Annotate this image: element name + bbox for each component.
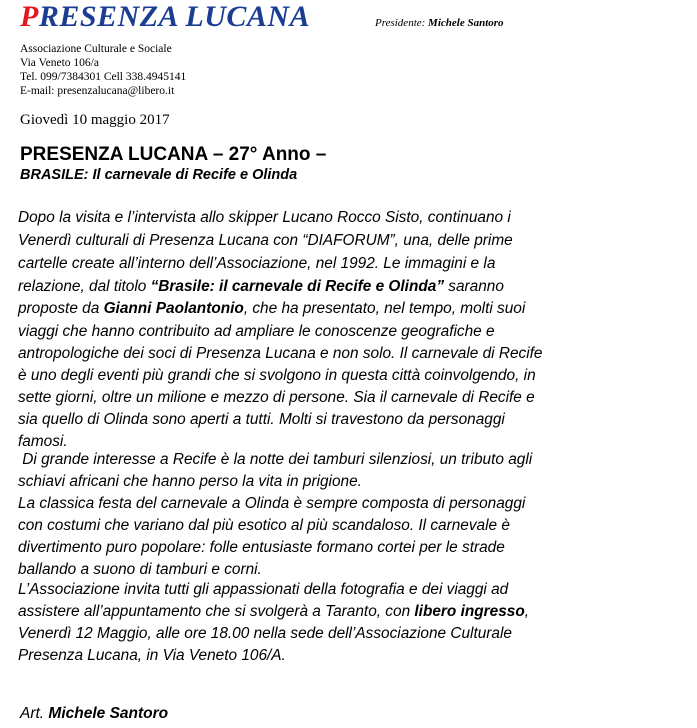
logo-letter-p: P (20, 0, 39, 33)
body-line: è uno degli eventi più grandi che si svolgono in questa città coinvolgendo, in (18, 367, 536, 384)
address-line-4: E-mail: presenzalucana@libero.it (20, 85, 175, 97)
body-line: L’Associazione invita tutti gli appassionati della fotografia e dei viaggi ad (18, 581, 509, 598)
body-line: relazione, dal titolo “Brasile: il carnevale di Recife e Olinda” saranno (18, 278, 504, 295)
body-line: divertimento puro popolare: folle entusiaste formano cortei per le strade (18, 539, 505, 556)
body-line: Venerdì 12 Maggio, alle ore 18.00 nella sede dell’Associazione Culturale (18, 625, 512, 642)
logo (20, 0, 310, 34)
talk-title: “Brasile: il carnevale di Recife e Olinda” (150, 278, 445, 295)
body-line: Venerdì culturali di Presenza Lucana con “DIAFORUM”, una, delle prime (18, 232, 513, 249)
body-line: con costumi che variano dal più esotico al più scandaloso. Il carnevale è (18, 517, 510, 534)
article-subtitle: BRASILE: Il carnevale di Recife e Olinda (20, 167, 298, 183)
body-line: La classica festa del carnevale a Olinda è sempre composta di personaggi (18, 495, 526, 512)
body-line: viaggi che hanno contribuito ad ampliare le conoscenze geografiche e (18, 323, 495, 340)
body-line: sette giorni, oltre un milione e mezzo di persone. Sia il carnevale di Recife e (18, 389, 535, 406)
body-line: cartelle create all’interno dell’Associazione, nel 1992. Le immagini e la (18, 255, 496, 272)
body-line: Di grande interesse a Recife è la notte dei tamburi silenziosi, un tributo agli (18, 451, 533, 468)
body-line: assistere all’appuntamento che si svolgerà a Taranto, con libero ingresso, (18, 603, 530, 620)
document-date: Giovedì 10 maggio 2017 (20, 112, 170, 128)
president-label: Presidente: (375, 17, 429, 29)
free-entry: libero ingresso (414, 603, 525, 620)
president-line (375, 17, 504, 29)
signature-label: Art. (20, 705, 49, 722)
body-line: proposte da Gianni Paolantonio, che ha presentato, nel tempo, molti suoi (18, 300, 526, 317)
logo-lucana: LUCANA (185, 0, 311, 33)
body-line: ballando a suono di tamburi e corni. (18, 561, 262, 578)
article-title: PRESENZA LUCANA – 27° Anno – (20, 144, 327, 165)
body-line: Dopo la visita e l’intervista allo skipper Lucano Rocco Sisto, continuano i (18, 209, 511, 226)
president-name: Michele Santoro (428, 17, 504, 29)
body-line: famosi. (18, 433, 68, 450)
address-line-1: Associazione Culturale e Sociale (20, 43, 172, 55)
body-line: Presenza Lucana, in Via Veneto 106/A. (18, 647, 286, 664)
signature (20, 705, 168, 723)
body-line: antropologiche dei soci di Presenza Lucana e non solo. Il carnevale di Recife (18, 345, 543, 362)
address-line-2: Via Veneto 106/a (20, 57, 99, 69)
logo-presenza: RESENZA (38, 0, 186, 33)
speaker-name: Gianni Paolantonio (103, 300, 244, 317)
body-line: sia quello di Olinda sono aperti a tutti. Molti si travestono da personaggi (18, 411, 505, 428)
body-line: schiavi africani che hanno perso la vita in prigione. (18, 473, 362, 490)
address-line-3: Tel. 099/7384301 Cell 338.4945141 (20, 71, 187, 83)
signature-name: Michele Santoro (48, 705, 169, 722)
